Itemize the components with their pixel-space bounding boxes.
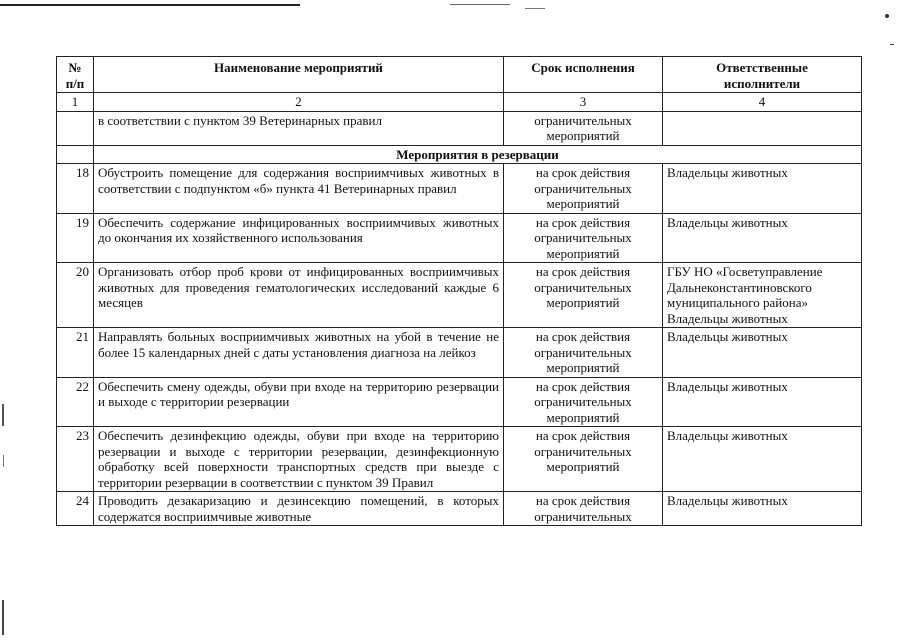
row-responsible: Владельцы животных <box>663 328 862 378</box>
row-number: 20 <box>57 263 94 328</box>
col-number-3: 3 <box>504 93 663 112</box>
col-number-1: 1 <box>57 93 94 112</box>
row-responsible: Владельцы животных <box>663 492 862 526</box>
row-name: Обеспечить дезинфекцию одежды, обуви при входе на территорию резервации и выходе с территории резервации, дезинфекционную обработку всей поверхности транспортных средств при выезде с территории резервации в соответствии с пунктом 39 Правил <box>94 427 504 492</box>
continuation-number <box>57 111 94 145</box>
row-number: 21 <box>57 328 94 378</box>
row-term: на срок действия ограничительных мероприятий <box>504 427 663 492</box>
column-numbers-row <box>57 93 862 112</box>
scan-top-line-left <box>0 4 300 6</box>
row-number: 19 <box>57 213 94 263</box>
row-name: Обеспечить смену одежды, обуви при входе на территорию резервации и выходе с территории резервации <box>94 377 504 427</box>
scan-top-line-mid <box>450 4 510 5</box>
scan-top-line-short <box>525 8 545 9</box>
continuation-row <box>57 111 862 145</box>
col-number-4: 4 <box>663 93 862 112</box>
row-name: Обеспечить содержание инфицированных восприимчивых животных до окончания их хозяйственного использования <box>94 213 504 263</box>
section-number-cell <box>57 145 94 164</box>
row-responsible: Владельцы животных <box>663 213 862 263</box>
row-term: на срок действия ограничительных мероприятий <box>504 328 663 378</box>
continuation-name: в соответствии с пунктом 39 Ветеринарных правил <box>94 111 504 145</box>
table-row <box>57 492 862 526</box>
scan-artifact-left-1 <box>2 404 4 426</box>
row-responsible: Владельцы животных <box>663 164 862 214</box>
section-title: Мероприятия в резервации <box>94 145 862 164</box>
scan-artifact-left-3 <box>2 600 4 635</box>
row-responsible: Владельцы животных <box>663 427 862 492</box>
header-term: Срок исполнения <box>504 57 663 93</box>
row-responsible: Владельцы животных <box>663 377 862 427</box>
continuation-responsible <box>663 111 862 145</box>
scan-artifact-right-2 <box>890 44 894 45</box>
header-name: Наименование мероприятий <box>94 57 504 93</box>
row-responsible: ГБУ НО «Госветуправление Дальнеконстантиновского муниципального района» Владельцы животных <box>663 263 862 328</box>
table-row <box>57 213 862 263</box>
table-row <box>57 328 862 378</box>
row-name: Организовать отбор проб крови от инфицированных восприимчивых животных для проведения гематологических исследований каждые 6 месяцев <box>94 263 504 328</box>
row-number: 23 <box>57 427 94 492</box>
measures-table <box>56 56 862 526</box>
row-term: на срок действия ограничительных мероприятий <box>504 213 663 263</box>
row-name: Проводить дезакаризацию и дезинсекцию помещений, в которых содержатся восприимчивые животные <box>94 492 504 526</box>
col-number-2: 2 <box>94 93 504 112</box>
row-number: 18 <box>57 164 94 214</box>
table-row <box>57 164 862 214</box>
header-responsible: Ответственные исполнители <box>663 57 862 93</box>
scan-artifact-right-1 <box>885 14 889 18</box>
scan-artifact-left-2 <box>3 455 4 467</box>
table-row <box>57 377 862 427</box>
row-number: 22 <box>57 377 94 427</box>
row-term: на срок действия ограничительных <box>504 492 663 526</box>
header-number: № п/п <box>57 57 94 93</box>
header-row <box>57 57 862 93</box>
table-row <box>57 263 862 328</box>
row-name: Направлять больных восприимчивых животных на убой в течение не более 15 календарных дней с даты установления диагноза на лейкоз <box>94 328 504 378</box>
continuation-term: ограничительных мероприятий <box>504 111 663 145</box>
row-number: 24 <box>57 492 94 526</box>
table-body <box>57 164 862 526</box>
row-name: Обустроить помещение для содержания восприимчивых животных в соответствии с подпунктом «б» пункта 41 Ветеринарных правил <box>94 164 504 214</box>
row-term: на срок действия ограничительных мероприятий <box>504 164 663 214</box>
row-term: на срок действия ограничительных мероприятий <box>504 263 663 328</box>
row-term: на срок действия ограничительных мероприятий <box>504 377 663 427</box>
table-row <box>57 427 862 492</box>
section-row <box>57 145 862 164</box>
